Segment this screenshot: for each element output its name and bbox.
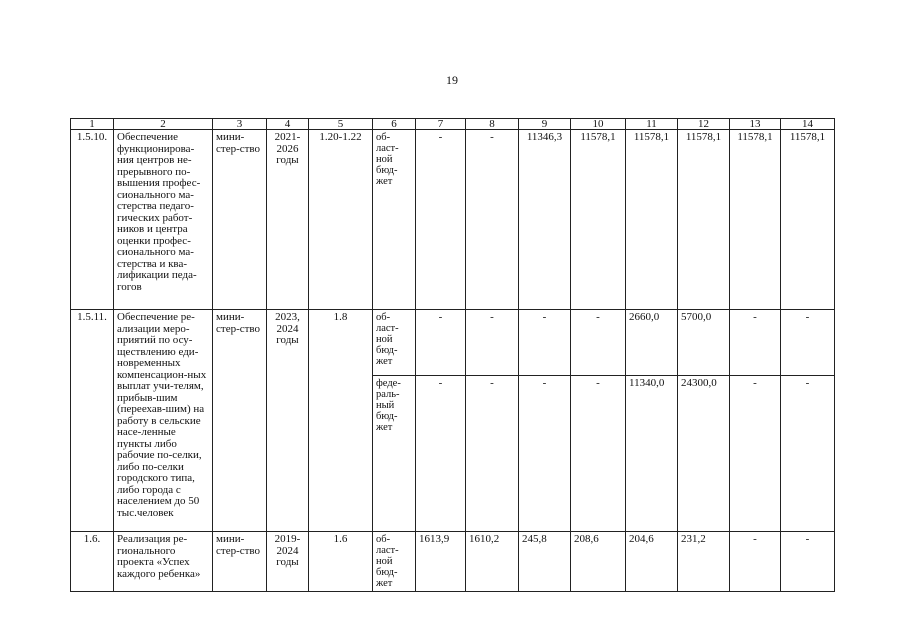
value-cell: 11578,1 [571, 130, 626, 310]
value-cell: - [571, 376, 626, 532]
row-name: Реализация ре-гионального проекта «Успех каждого ребенка» [114, 532, 213, 592]
value-cell: - [781, 376, 835, 532]
table-row [71, 130, 835, 310]
value-cell: 5700,0 [678, 310, 730, 376]
value-cell: - [730, 532, 781, 592]
header-cell: 7 [416, 119, 466, 130]
value-cell: 24300,0 [678, 376, 730, 532]
row-source: об-ласт-ной бюд-жет [373, 310, 416, 376]
value-cell: - [781, 310, 835, 376]
row-number: 1.5.11. [71, 310, 114, 532]
value-cell: - [519, 376, 571, 532]
value-cell: - [466, 376, 519, 532]
value-cell: - [466, 310, 519, 376]
value-cell: 11578,1 [730, 130, 781, 310]
row-executor: мини-стер-ство [213, 310, 267, 532]
value-cell: 1610,2 [466, 532, 519, 592]
value-cell: - [466, 130, 519, 310]
value-cell: - [730, 376, 781, 532]
row-period: 2023, 2024 годы [267, 310, 309, 532]
program-table [70, 118, 835, 592]
row-period: 2021-2026 годы [267, 130, 309, 310]
row-source: феде-раль-ный бюд-жет [373, 376, 416, 532]
value-cell: - [416, 310, 466, 376]
row-name: Обеспечение ре-ализации меро-приятий по осу-ществлению еди-новременных компенсацион-ных выплат учи-телям, прибыв-шим (переехав-шим) на работу в сельские насе-ленные пункты либо рабочие по-селки, либо по-селки городского типа, либо города с населением до 50 тыс.человек [114, 310, 213, 532]
header-cell: 4 [267, 119, 309, 130]
value-cell: - [781, 532, 835, 592]
header-cell: 1 [71, 119, 114, 130]
table-row [71, 532, 835, 592]
header-cell: 11 [626, 119, 678, 130]
header-cell: 10 [571, 119, 626, 130]
value-cell: 11578,1 [626, 130, 678, 310]
value-cell: - [416, 376, 466, 532]
header-cell: 12 [678, 119, 730, 130]
row-executor: мини-стер-ство [213, 532, 267, 592]
value-cell: 231,2 [678, 532, 730, 592]
header-cell: 5 [309, 119, 373, 130]
row-source: об-ласт-ной бюд-жет [373, 130, 416, 310]
page-number: 19 [446, 73, 458, 87]
value-cell: 204,6 [626, 532, 678, 592]
value-cell: 245,8 [519, 532, 571, 592]
value-cell: - [519, 310, 571, 376]
value-cell: 1613,9 [416, 532, 466, 592]
value-cell: 208,6 [571, 532, 626, 592]
row-indicator: 1.8 [309, 310, 373, 532]
header-cell: 13 [730, 119, 781, 130]
header-cell: 9 [519, 119, 571, 130]
table-row [71, 310, 835, 376]
row-period: 2019-2024 годы [267, 532, 309, 592]
value-cell: 11578,1 [678, 130, 730, 310]
row-executor: мини-стер-ство [213, 130, 267, 310]
row-number: 1.5.10. [71, 130, 114, 310]
header-cell: 2 [114, 119, 213, 130]
header-cell: 8 [466, 119, 519, 130]
row-number: 1.6. [71, 532, 114, 592]
value-cell: 11340,0 [626, 376, 678, 532]
row-indicator: 1.20-1.22 [309, 130, 373, 310]
row-indicator: 1.6 [309, 532, 373, 592]
value-cell: 11578,1 [781, 130, 835, 310]
header-row [71, 119, 835, 130]
value-cell: - [416, 130, 466, 310]
header-cell: 6 [373, 119, 416, 130]
value-cell: - [571, 310, 626, 376]
value-cell: 11346,3 [519, 130, 571, 310]
header-cell: 3 [213, 119, 267, 130]
header-cell: 14 [781, 119, 835, 130]
value-cell: 2660,0 [626, 310, 678, 376]
value-cell: - [730, 310, 781, 376]
row-source: об-ласт-ной бюд-жет [373, 532, 416, 592]
row-name: Обеспечение функционирова-ния центров не-прерывного по-вышения профес-сионального ма-стерства педаго-гических работ-ников и центра оценки профес-сионального ма-стерства и ква-лификации педа-гогов [114, 130, 213, 310]
